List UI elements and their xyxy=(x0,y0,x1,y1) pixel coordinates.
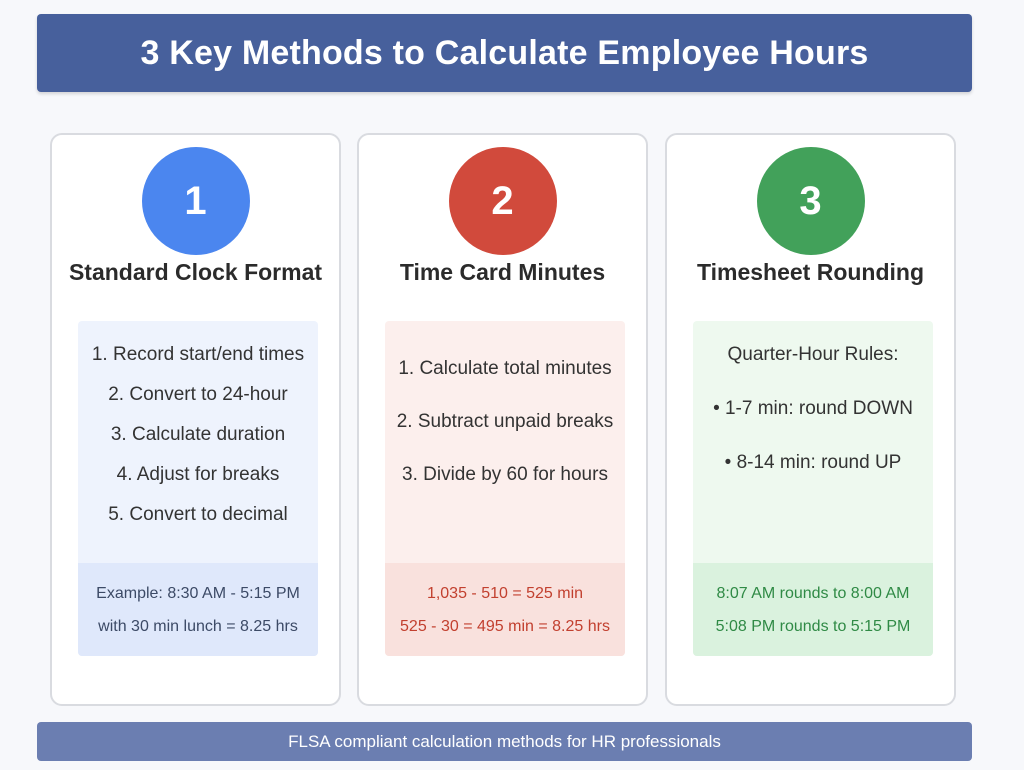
step-item: 1. Calculate total minutes xyxy=(398,358,612,379)
page-title: 3 Key Methods to Calculate Employee Hours xyxy=(140,33,869,72)
method-card-time-card-minutes xyxy=(357,133,648,706)
steps-list xyxy=(385,357,625,516)
step-item: 2. Convert to 24-hour xyxy=(108,384,288,405)
example-line: 525 - 30 = 495 min = 8.25 hrs xyxy=(400,617,610,635)
example-box xyxy=(385,563,625,656)
steps-list xyxy=(78,343,318,543)
steps-list xyxy=(693,343,933,505)
step-item: 4. Adjust for breaks xyxy=(116,464,280,485)
method-number-badge: 3 xyxy=(757,147,865,255)
example-line: Example: 8:30 AM - 5:15 PM xyxy=(96,584,300,602)
rule-item: • 8-14 min: round UP xyxy=(724,452,902,473)
step-item: 1. Record start/end times xyxy=(91,344,305,365)
rules-heading: Quarter-Hour Rules: xyxy=(727,344,899,365)
example-line: 5:08 PM rounds to 5:15 PM xyxy=(715,617,911,635)
step-item: 5. Convert to decimal xyxy=(108,504,288,525)
example-box xyxy=(693,563,933,656)
steps-panel xyxy=(385,321,625,656)
method-card-standard-clock xyxy=(50,133,341,706)
footer-text: FLSA compliant calculation methods for HR professionals xyxy=(288,731,721,751)
method-title: Standard Clock Format xyxy=(68,259,323,285)
rule-item: • 1-7 min: round DOWN xyxy=(713,398,913,419)
steps-panel xyxy=(693,321,933,656)
method-number-badge: 2 xyxy=(449,147,557,255)
step-item: 3. Calculate duration xyxy=(110,424,286,445)
example-line: 1,035 - 510 = 525 min xyxy=(426,584,584,602)
title-banner xyxy=(37,14,972,92)
example-line: with 30 min lunch = 8.25 hrs xyxy=(98,617,298,635)
method-card-timesheet-rounding xyxy=(665,133,956,706)
method-number-badge: 1 xyxy=(142,147,250,255)
example-line: 8:07 AM rounds to 8:00 AM xyxy=(716,584,910,602)
example-box xyxy=(78,563,318,656)
step-item: 3. Divide by 60 for hours xyxy=(402,464,608,485)
step-item: 2. Subtract unpaid breaks xyxy=(396,411,614,432)
steps-panel xyxy=(78,321,318,656)
footer-banner xyxy=(37,722,972,761)
method-title: Timesheet Rounding xyxy=(696,259,925,285)
method-title: Time Card Minutes xyxy=(399,259,606,285)
